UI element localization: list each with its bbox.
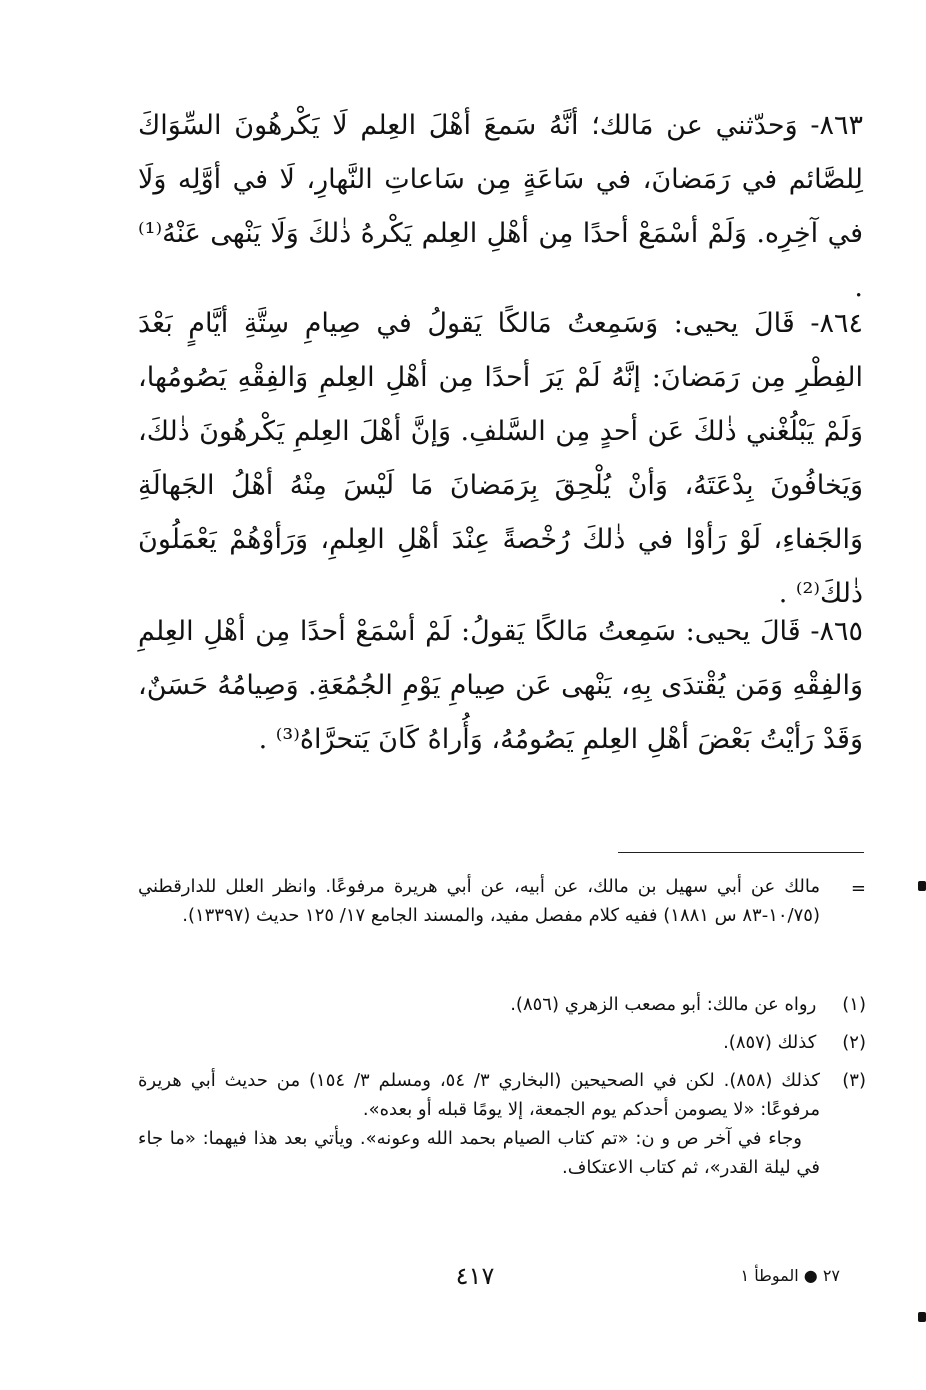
footnote-3-body: [138, 1066, 820, 1182]
paragraph-864: ٨٦٤- قَالَ يحيى: وَسَمِعتُ مَالكًا يَقولُ في صِيامِ سِتَّةِ أيَّامٍ بَعْدَ الفِطْرِ مِن رَمَضانَ: إنَّهُ لَمْ يَرَ أحدًا مِن أهْلِ العِلمِ وَالفِقْهِ يَصُومُها، وَلَمْ يَبْلُغْني ذٰلكَ عَن أحدٍ مِن السَّلفِ. وَإنَّ أهْلَ العِلمِ يَكْرهُونَ ذٰلكَ، وَيَخافُونَ بِدْعَتَهُ، وَأنْ يُلْحِقَ بِرَمَضانَ مَا لَيْسَ مِنْهُ أهْلُ الجَهالَةِ وَالجَفاءِ، لَوْ رَأوْا في ذٰلكَ رُخْصةً عِنْدَ أهْلِ العِلمِ، وَرَأوْهُمْ يَعْمَلُونَ ذٰلكَ⁽²⁾ .: [138, 308, 863, 609]
page-number: ٤١٧: [455, 1262, 495, 1290]
footnote-2: [138, 1028, 866, 1060]
margin-mark-icon: [918, 1312, 926, 1322]
footnote-number: (٣): [842, 1070, 866, 1091]
paragraph-865: ٨٦٥- قَالَ يحيى: سَمِعتُ مَالكًا يَقولُ: لَمْ أسْمَعْ أحدًا مِن أهْلِ العِلمِ وَالفِقْهِ وَمَن يُقْتدَى بِهِ، يَنْهى عَن صِيامِ يَوْمِ الجُمُعَةِ. وَصِيامُهُ حَسَنٌ، وَقَدْ رَأيْتُ بَعْضَ أهْلِ العِلمِ يَصُومُهُ، وَأُراهُ كَانَ يَتحرَّاهُ⁽³⁾ .: [138, 616, 863, 755]
footnote-separator: [618, 852, 864, 853]
paragraph-863: ٨٦٣- وَحدّثني عن مَالك؛ أنَّهُ سَمعَ أهْلَ العِلم لَا يَكْرهُونَ السِّوَاكَ لِلصَّائم في رَمَضانَ، في سَاعَةٍ مِن سَاعاتِ النَّهارِ، لَا في أوَّلِه وَلَا في آخِرِه. وَلَمْ أسْمَعْ أحدًا مِن أهْلِ العِلم يَكْرهُ ذٰلكَ وَلَا يَنْهى عَنْهُ⁽¹⁾ .: [138, 110, 863, 303]
margin-mark-icon: [918, 881, 926, 891]
footnote-continuation: [138, 872, 866, 982]
continuation-marker: =: [850, 878, 866, 899]
footnote-1: [138, 990, 866, 1022]
footnote-number: (١): [842, 994, 866, 1015]
footnote-number: (٢): [842, 1032, 866, 1053]
footnote-text: كذلك (٨٥٨). لكن في الصحيحين (البخاري ٣/ ٥٤، ومسلم ٣/ ١٥٤) من حديث أبي هريرة مرفوعًا: «لا يصومن أحدكم يوم الجمعة، إلا يومًا قبله أو بعده».: [138, 1070, 820, 1120]
footnote-text: كذلك (٨٥٧).: [723, 1032, 817, 1053]
footnote-3: [138, 1066, 866, 1216]
footnote-text: رواه عن مالك: أبو مصعب الزهري (٨٥٦).: [510, 994, 817, 1015]
footnote-continuation-text: مالك عن أبي سهيل بن مالك، عن أبيه، عن أبي هريرة مرفوعًا. وانظر العلل للدارقطني (١٠/٧٥-٨٣ س ١٨٨١) ففيه كلام مفصل مفيد، والمسند الجامع ١٧/ ١٢٥ حديث (١٣٣٩٧).: [138, 876, 820, 926]
footnote-text-extra: وجاء في آخر ص و ن: «تم كتاب الصيام بحمد الله وعونه». ويأتي بعد هذا فيهما: «ما جاء في ليلة القدر»، ثم كتاب الاعتكاف.: [138, 1128, 820, 1178]
printer-signature: ٢٧ ● الموطأ ١: [740, 1266, 840, 1285]
